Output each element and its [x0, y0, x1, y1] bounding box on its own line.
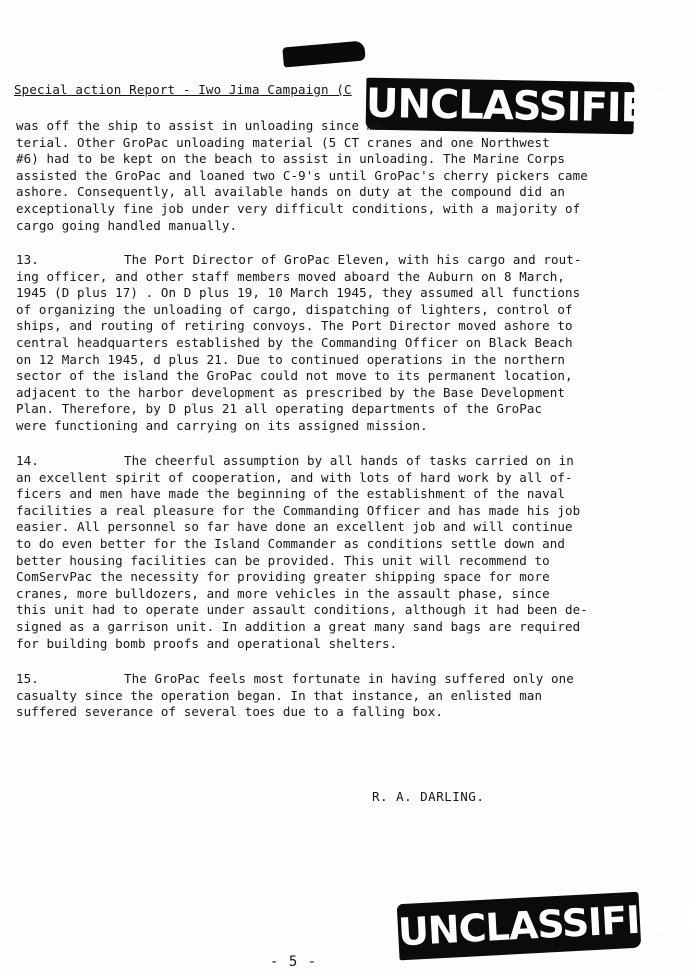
- paragraph-14: [16, 453, 641, 652]
- paragraph-line: an excellent spirit of cooperation, and with lots of hard work by all of-: [16, 469, 573, 485]
- paragraph-line: for building bomb proofs and operational shelters.: [16, 635, 398, 651]
- paragraph-line-text: The Port Director of GroPac Eleven, with his cargo and rout-: [124, 252, 582, 267]
- paragraph-line: [16, 453, 641, 470]
- paragraph-line: ashore. Consequently, all available hands on duty at the compound did an: [16, 184, 566, 200]
- paragraph-line: terial. Other GroPac unloading material (5 CT cranes and one Northwest: [16, 134, 550, 150]
- paragraph-number: 15.: [16, 671, 39, 686]
- paragraph-number: 14.: [16, 453, 39, 468]
- page-number: - 5 -: [270, 954, 318, 970]
- signature-line: R. A. DARLING.: [372, 789, 485, 804]
- paragraph-line: Plan. Therefore, by D plus 21 all operating departments of the GroPac: [16, 401, 543, 417]
- report-header: Special action Report - Iwo Jima Campaign (C: [14, 82, 352, 97]
- paragraph-line: ficers and men have made the beginning of the establishment of the naval: [16, 486, 566, 502]
- paragraph-line: cargo going handled manually.: [16, 217, 238, 233]
- paragraph-line: ships, and routing of retiring convoys. The Port Director moved ashore to: [16, 318, 573, 334]
- paragraph-line: easier. All personnel so far have done an excellent job and will continue: [16, 519, 573, 535]
- paragraph-line: central headquarters established by the Commanding Officer on Black Beach: [16, 334, 573, 350]
- paragraph-line: [16, 252, 641, 269]
- paragraph-line: on 12 March 1945, d plus 21. Due to continued operations in the northern: [16, 351, 566, 367]
- paragraph-15: [16, 671, 641, 721]
- paragraph-line: 1945 (D plus 17) . On D plus 19, 10 March 1945, they assumed all functions: [16, 285, 581, 301]
- paragraph-13: [16, 252, 641, 435]
- paragraph-line: facilities a real pleasure for the Commanding Officer and has made his job: [16, 502, 581, 518]
- paragraph-line: [16, 671, 641, 688]
- paragraph-line: of organizing the unloading of cargo, dispatching of lighters, control of: [16, 301, 573, 317]
- paragraph-line: to do even better for the Island Commander as conditions settle down and: [16, 535, 566, 551]
- paragraph-line: assisted the GroPac and loaned two C-9's until GroPac's cherry pickers came: [16, 167, 588, 183]
- paragraph-line: suffered severance of several toes due to a falling box.: [16, 704, 444, 720]
- paragraph-line: this unit had to operate under assault conditions, although it had been de-: [16, 602, 588, 618]
- paragraph-line: sector of the island the GroPac could not move to its permanent location,: [16, 368, 573, 384]
- paragraph-continuation: [16, 118, 641, 234]
- paragraph-line: #6) had to be kept on the beach to assist in unloading. The Marine Corps: [16, 151, 566, 167]
- unclassified-stamp-bottom: UNCLASSIFIED: [397, 892, 642, 961]
- paragraph-line: were functioning and carrying on its assigned mission.: [16, 417, 428, 433]
- paragraph-line: casualty since the operation began. In that instance, an enlisted man: [16, 687, 543, 703]
- paragraph-line: adjacent to the harbor development as prescribed by the Base Development: [16, 384, 566, 400]
- paragraph-line: exceptionally fine job under very difficult conditions, with a majority of: [16, 200, 581, 216]
- paragraph-line: ing officer, and other staff members moved aboard the Auburn on 8 March,: [16, 268, 566, 284]
- paragraph-line: signed as a garrison unit. In addition a great many sand bags are required: [16, 618, 581, 634]
- redaction-mark: [282, 40, 365, 67]
- paragraph-number: 13.: [16, 252, 39, 267]
- paragraph-line: ComServPac the necessity for providing greater shipping space for more: [16, 569, 550, 585]
- paragraph-line: was off the ship to assist in unloading since ma-: [16, 118, 390, 133]
- paragraph-line-text: The GroPac feels most fortunate in having suffered only one: [124, 671, 574, 686]
- paragraph-line-text: The cheerful assumption by all hands of tasks carried on in: [124, 453, 574, 468]
- paragraph-line: better housing facilities can be provided. This unit will recommend to: [16, 552, 550, 568]
- paragraph-line: cranes, more bulldozers, and more vehicles in the assault phase, since: [16, 585, 550, 601]
- unclassified-stamp-top: UNCLASSIFIED: [366, 78, 635, 135]
